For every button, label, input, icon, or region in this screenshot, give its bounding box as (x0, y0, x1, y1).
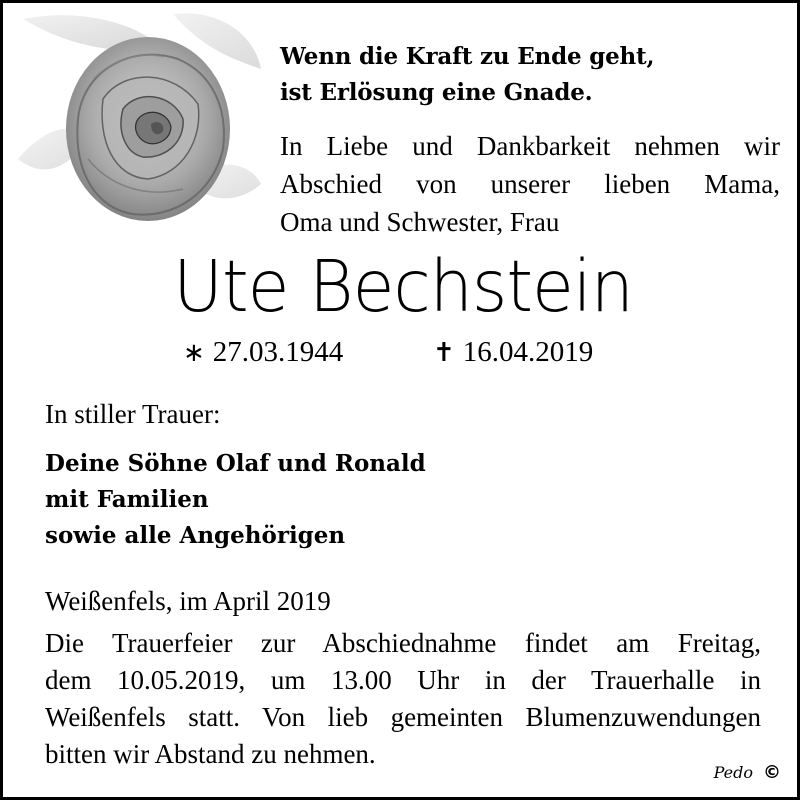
death-date-value: 16.04.2019 (462, 336, 594, 368)
place-date: Weißenfels, im April 2019 (45, 586, 331, 616)
intro-line-3: Oma und Schwester, Frau (280, 207, 560, 237)
motto-line-1: Wenn die Kraft zu Ende geht, (280, 43, 655, 70)
funeral-line-3: Weißenfels statt. Von lieb gemeinten Blumenzuwendungen (45, 702, 761, 732)
funeral-info (45, 625, 761, 773)
intro-line-1: In Liebe und Dankbarkeit nehmen wir (280, 131, 780, 161)
funeral-line-1: Die Trauerfeier zur Abschiednahme findet am Freitag, (45, 628, 761, 658)
intro-line-2: Abschied von unserer lieben Mama, (280, 169, 780, 199)
birth-date-value: 27.03.1944 (212, 336, 344, 368)
intro-text (280, 127, 780, 241)
motto-line-2: ist Erlösung eine Gnade. (280, 79, 593, 106)
mourners-list (45, 446, 426, 554)
mourners-line-2: mit Familien (45, 486, 209, 513)
birth-date (183, 332, 343, 373)
mourning-heading: In stiller Trauer: (45, 399, 221, 429)
cross-icon: ✝ (433, 338, 455, 367)
death-date (433, 332, 593, 373)
credit (714, 762, 781, 783)
motto (280, 39, 654, 111)
signature-mark: Pedo (713, 763, 753, 782)
rose-image (13, 9, 263, 235)
mourners-line-3: sowie alle Angehörigen (45, 522, 346, 549)
mourners-line-1: Deine Söhne Olaf und Ronald (45, 450, 426, 477)
funeral-line-2: dem 10.05.2019, um 13.00 Uhr in der Trauerhalle in (45, 665, 761, 695)
copyright-icon: © (763, 762, 781, 783)
birth-star-icon: ∗ (183, 338, 205, 367)
funeral-line-4: bitten wir Abstand zu nehmen. (45, 739, 376, 769)
deceased-name: Ute Bechstein (173, 246, 633, 329)
